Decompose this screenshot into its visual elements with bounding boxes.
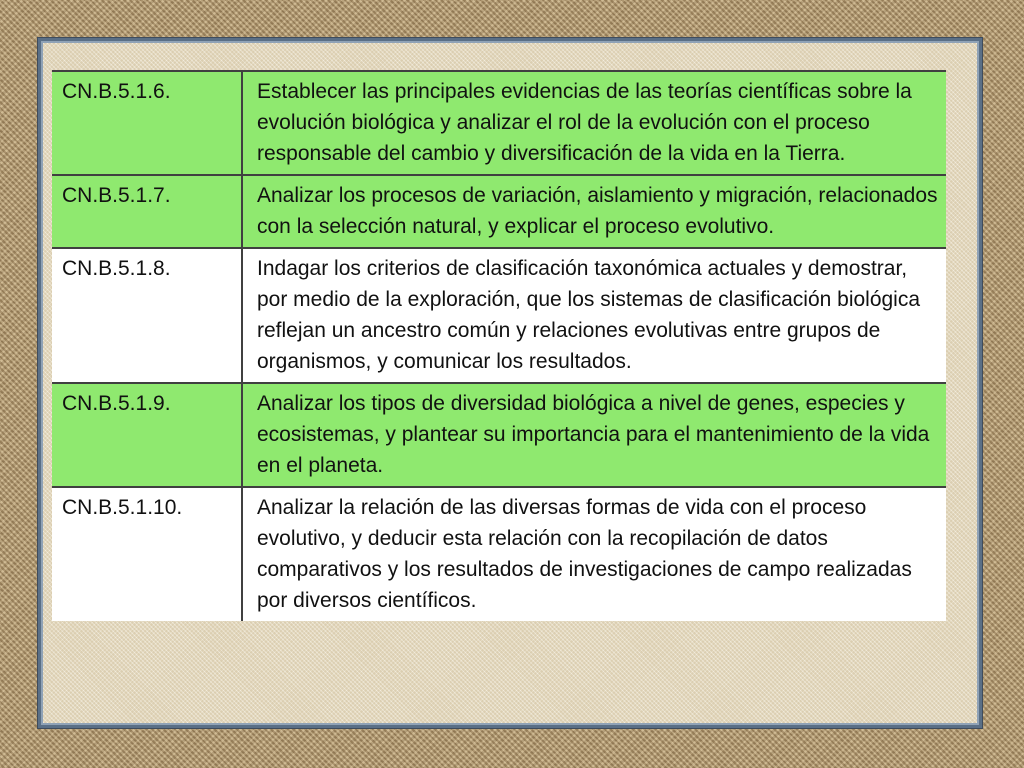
table-row <box>52 383 946 487</box>
table-row <box>52 175 946 248</box>
skill-description: Analizar los tipos de diversidad biológica a nivel de genes, especies y ecosistemas, y plantear su importancia para el mantenimiento de la vida en el planeta. <box>242 383 946 487</box>
skills-table <box>52 70 946 621</box>
skill-description: Analizar los procesos de variación, aislamiento y migración, relacionados con la selección natural, y explicar el proceso evolutivo. <box>242 175 946 248</box>
skill-description: Establecer las principales evidencias de las teorías científicas sobre la evolución biológica y analizar el rol de la evolución con el proceso responsable del cambio y diversificación de la vida en la Tierra. <box>242 71 946 175</box>
table-row <box>52 248 946 383</box>
skill-description: Analizar la relación de las diversas formas de vida con el proceso evolutivo, y deducir esta relación con la recopilación de datos comparativos y los resultados de investigaciones de campo realizadas por diversos científicos. <box>242 487 946 621</box>
skill-code: CN.B.5.1.8. <box>52 248 242 383</box>
table-row <box>52 487 946 621</box>
table-row <box>52 71 946 175</box>
skill-code: CN.B.5.1.10. <box>52 487 242 621</box>
skill-description: Indagar los criterios de clasificación taxonómica actuales y demostrar, por medio de la exploración, que los sistemas de clasificación biológica reflejan un ancestro común y relaciones evolutivas entre grupos de organismos, y comunicar los resultados. <box>242 248 946 383</box>
skill-code: CN.B.5.1.6. <box>52 71 242 175</box>
skill-code: CN.B.5.1.7. <box>52 175 242 248</box>
skill-code: CN.B.5.1.9. <box>52 383 242 487</box>
